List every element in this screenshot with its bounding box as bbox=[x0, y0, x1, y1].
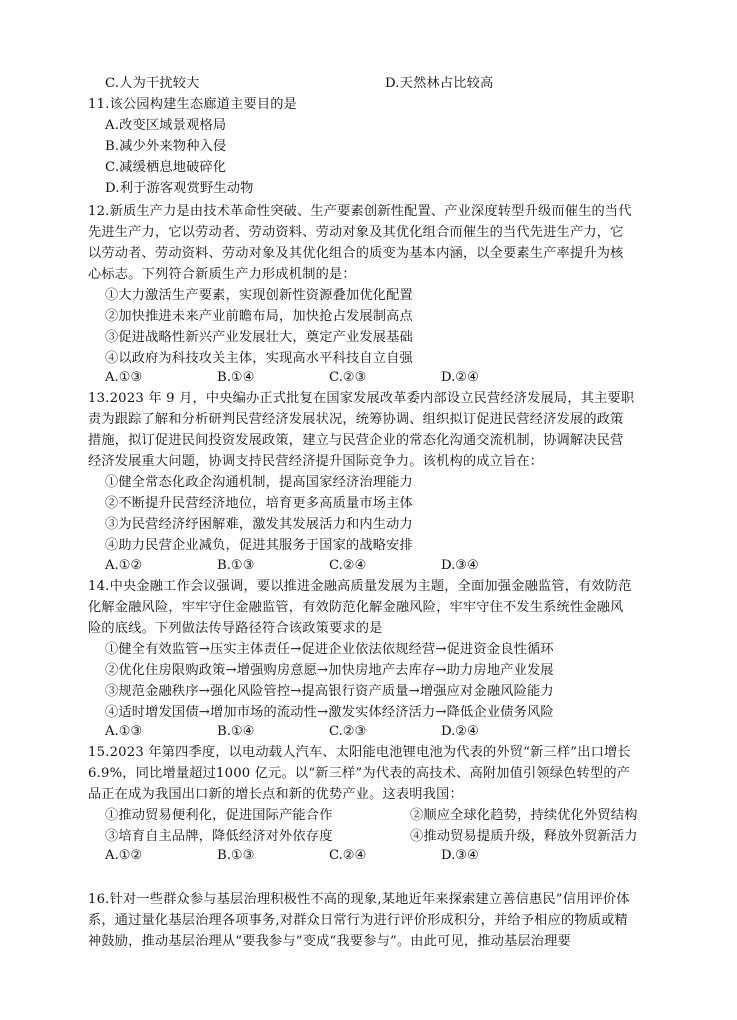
q13-item-4: ④助力民营企业减负，促进其服务于国家的战略安排 bbox=[105, 538, 413, 553]
q15-item-2: ②顺应全球化趋势，持续优化外贸结构 bbox=[410, 808, 638, 823]
q16-stem-line-1: 16.针对一些群众参与基层治理积极性不高的现象,某地近年来探索建立善信惠民”信用评价体 bbox=[88, 892, 630, 907]
q12-answer-b: B.①④ bbox=[217, 370, 255, 385]
q13-stem-line-1: 13.2023 年 9 月，中央编办正式批复在国家发展改革委内部设立民营经济发展局，其主要职 bbox=[88, 391, 635, 406]
q13-item-1: ①健全常态化政企沟通机制，提高国家经济治理能力 bbox=[105, 475, 413, 490]
q15-answer-a: A.①② bbox=[105, 848, 143, 863]
q15-item-3: ③培育自主品牌，降低经济对外依存度 bbox=[105, 829, 333, 844]
q15-item-1: ①推动贸易便利化，促进国际产能合作 bbox=[105, 808, 333, 823]
q15-answer-d: D.③④ bbox=[441, 848, 479, 863]
q16-stem-line-2: 系，通过量化基层治理各项事务,对群众日常行为进行评价形成积分，并给予相应的物质或精 bbox=[88, 913, 628, 928]
q14-answer-a: A.①③ bbox=[105, 724, 143, 739]
q14-item-3: ③规范金融秩序→强化风险管控→提高银行资产质量→增强应对金融风险能力 bbox=[105, 684, 554, 699]
q12-stem-line-3: 以劳动者、劳动资料、劳动对象及其优化组合的质变为基本内涵，以全要素生产率提升为核 bbox=[88, 246, 624, 261]
q14-answer-b: B.①④ bbox=[217, 724, 255, 739]
q13-stem-line-2: 责为跟踪了解和分析研判民营经济发展状况，统筹协调、组织拟订促进民营经济发展的政策 bbox=[88, 412, 624, 427]
q16-stem-line-3: 神鼓励，推动基层治理从“要我参与”变成“我要参与”。由此可见，推动基层治理要 bbox=[88, 934, 571, 949]
q15-item-4: ④推动贸易提质升级，释放外贸新活力 bbox=[410, 829, 638, 844]
q15-answer-c: C.②④ bbox=[329, 848, 367, 863]
q13-stem-line-3: 措施，拟订促进民间投资发展政策，建立与民营企业的常态化沟通交流机制，协调解决民营 bbox=[88, 433, 624, 448]
q11-option-b: B.减少外来物种入侵 bbox=[105, 139, 227, 154]
q11-option-d: D.利于游客观赏野生动物 bbox=[105, 181, 254, 196]
q13-answer-c: C.②④ bbox=[329, 558, 367, 573]
q10-option-d: D.天然林占比较高 bbox=[385, 76, 494, 91]
q13-item-3: ③为民营经济纾困解难，激发其发展活力和内生动力 bbox=[105, 517, 413, 532]
q13-answer-a: A.①② bbox=[105, 558, 143, 573]
q14-answer-d: D.②④ bbox=[441, 724, 479, 739]
q11-stem: 11.该公园构建生态廊道主要目的是 bbox=[88, 97, 297, 112]
q12-answer-a: A.①③ bbox=[105, 370, 143, 385]
q12-item-3: ③促进战略性新兴产业发展壮大，奠定产业发展基础 bbox=[105, 330, 413, 345]
q14-stem-line-1: 14.中央金融工作会议强调，要以推进金融高质量发展为主题，全面加强金融监管，有效防范 bbox=[88, 579, 632, 594]
q14-answer-c: C.②③ bbox=[329, 724, 367, 739]
q12-item-1: ①大力激活生产要素，实现创新性资源叠加优化配置 bbox=[105, 288, 413, 303]
q12-stem-line-1: 12.新质生产力是由技术革命性突破、生产要素创新性配置、产业深度转型升级而催生的当代 bbox=[88, 204, 632, 219]
q13-stem-line-4: 经济发展重大问题，协调支持民营经济提升国际竞争力。该机构的成立旨在： bbox=[88, 454, 544, 469]
q14-item-1: ①健全有效监管→压实主体责任→促进企业依法依规经营→促进资金良性循环 bbox=[105, 642, 554, 657]
q12-stem-line-2: 先进生产力，它以劳动者、劳动资料、劳动对象及其优化组合而催生的当代先进生产力，它 bbox=[88, 225, 624, 240]
q14-stem-line-2: 化解金融风险，牢牢守住金融监管，有效防范化解金融风险，牢牢守住不发生系统性金融风 bbox=[88, 600, 624, 615]
q15-answer-b: B.①③ bbox=[217, 848, 255, 863]
q13-answer-d: D.③④ bbox=[441, 558, 479, 573]
q12-item-4: ④以政府为科技攻关主体，实现高水平科技自立自强 bbox=[105, 351, 413, 366]
q12-item-2: ②加快推进未来产业前瞻布局，加快抢占发展制高点 bbox=[105, 309, 413, 324]
q11-option-a: A.改变区域景观格局 bbox=[105, 118, 227, 133]
q13-item-2: ②不断提升民营经济地位，培育更多高质量市场主体 bbox=[105, 496, 413, 511]
q12-stem-line-4: 心标志。下列符合新质生产力形成机制的是： bbox=[88, 267, 356, 282]
q15-stem-line-2: 6.9%，同比增量超过1000 亿元。以“新三样”为代表的高技术、高附加值引领绿色转型的产 bbox=[88, 766, 631, 781]
q10-option-c: C.人为干扰较大 bbox=[105, 76, 200, 91]
q15-stem-line-3: 品正在成为我国出口新的增长点和新的优势产业。这表明我国： bbox=[88, 787, 463, 802]
q12-answer-c: C.②③ bbox=[329, 370, 367, 385]
q15-stem-line-1: 15.2023 年第四季度，以电动载人汽车、太阳能电池锂电池为代表的外贸“新三样”出口增长 bbox=[88, 745, 631, 760]
q14-item-4: ④适时增发国债→增加市场的流动性→激发实体经济活力→降低企业债务风险 bbox=[105, 705, 554, 720]
q14-item-2: ②优化住房限购政策→增强购房意愿→加快房地产去库存→助力房地产业发展 bbox=[105, 663, 554, 678]
q12-answer-d: D.②④ bbox=[441, 370, 479, 385]
q13-answer-b: B.①③ bbox=[217, 558, 255, 573]
q14-stem-line-3: 险的底线。下列做法传导路径符合该政策要求的是 bbox=[88, 621, 383, 636]
q11-option-c: C.减缓栖息地破碎化 bbox=[105, 160, 227, 175]
